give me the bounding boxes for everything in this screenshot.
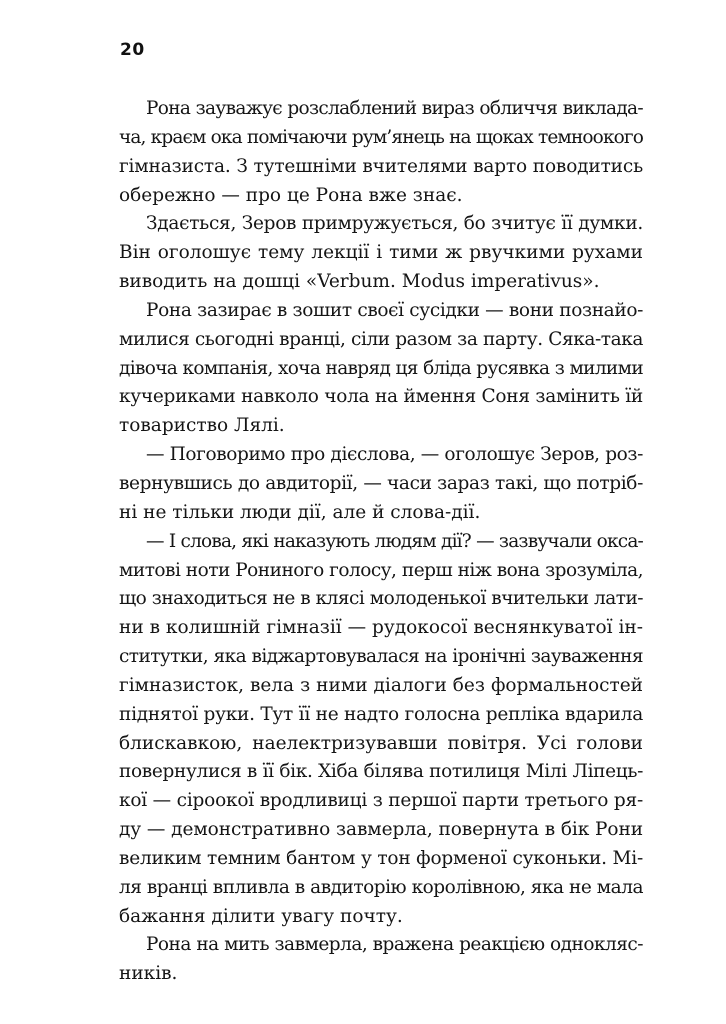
text-line: милися сьогодні вранці, сіли разом за парту. Сяка-така <box>119 328 643 350</box>
text-line: товариство Лялі. <box>119 415 285 437</box>
text-line: бажання ділити увагу почту. <box>119 905 403 927</box>
text-line: вернувшись до авдиторії, — часи зараз такі, що потріб- <box>119 472 643 494</box>
text-line: ля вранці впливла в авдиторію королівною, яка не мала <box>119 876 643 898</box>
text-line: великим темним бантом у тон форменої суконьки. Мі- <box>119 847 643 869</box>
text-line: Він оголошує тему лекції і тими ж рвучкими рухами <box>119 242 643 264</box>
text-line: — Поговоримо про дієслова, — оголошує Зеров, роз- <box>146 444 643 466</box>
text-line: що знаходиться не в клясі молоденької вчительки лати- <box>119 588 643 610</box>
body-text <box>119 95 643 989</box>
text-line: ду — демонстративно завмерла, повернута в бік Рони <box>119 819 643 841</box>
text-line: гімназисток, вела з ними діалоги без формальностей <box>119 674 643 696</box>
page-number: 20 <box>120 40 145 60</box>
text-line: блискавкою, наелектризувавши повітря. Усі голови <box>119 732 643 754</box>
text-line: ників. <box>119 963 178 985</box>
text-line: митові ноти Рониного голосу, перш ніж вона зрозуміла, <box>119 559 643 581</box>
text-line: повернулися в її бік. Хіба білява потилиця Мілі Ліпець- <box>119 761 643 783</box>
text-line: — І слова, які наказують людям дії? — зазвучали окса- <box>146 530 643 552</box>
text-line: кої — сіроокої вродливиці з першої парти третього ря- <box>119 790 643 812</box>
text-line: Здається, Зеров примружується, бо зчитує її думки. <box>146 213 643 235</box>
text-line: виводить на дошці «Verbum. Modus imperativus». <box>119 271 600 293</box>
text-line: Рона на мить завмерла, вражена реакцією однокляс- <box>146 934 643 956</box>
text-line: ні не тільки люди дії, але й слова-дії. <box>119 501 481 523</box>
text-line: обережно — про це Рона вже знає. <box>119 184 463 206</box>
text-line: гімназиста. З тутешніми вчителями варто поводитись <box>119 155 643 177</box>
text-line: ни в колишній гімназії — рудокосої веснянкуватої ін- <box>119 617 643 639</box>
text-line: ча, краєм ока помічаючи рум’янець на щоках темноокого <box>119 126 643 148</box>
text-line: Рона зауважує розслаблений вираз обличчя виклада- <box>146 98 643 119</box>
text-line: піднятої руки. Тут її не надто голосна репліка вдарила <box>119 703 643 725</box>
text-line: дівоча компанія, хоча навряд ця бліда русявка з милими <box>119 357 643 379</box>
text-line: Рона зазирає в зошит своєї сусідки — вони познайо- <box>146 299 643 321</box>
text-line: ститутки, яка віджартовувалася на іронічні зауваження <box>119 646 643 668</box>
text-line: кучериками навколо чола на ймення Соня замінить їй <box>119 386 643 408</box>
